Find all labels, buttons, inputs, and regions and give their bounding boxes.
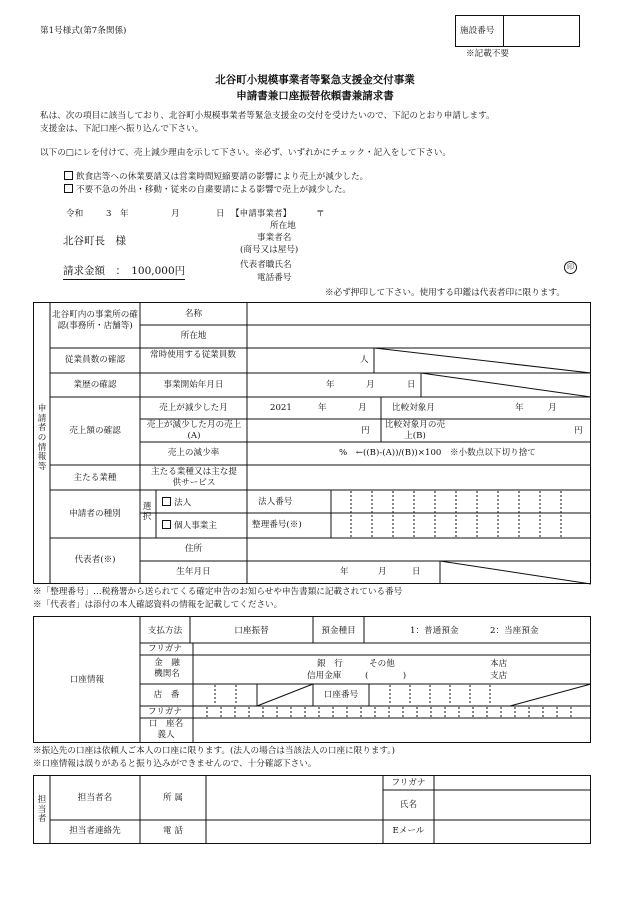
date-day-unit: 日 [216,209,225,219]
seal-note: ※必ず押印して下さい。使用する印鑑は代表者印に限ります。 [325,288,565,298]
label-phone: 電 話 [163,826,183,836]
label-decline-month: 売上が減少した月 [159,403,228,413]
date-era: 令和 [66,209,84,219]
facility-note: ※記載不要 [466,49,509,59]
side-label-contact: 担当者 [37,795,47,825]
deposit-option-savings: 1：普通預金 [410,626,459,636]
label-branch-office: 支店 [490,671,508,681]
title-line-1: 北谷町小規模事業者等緊急支援金交付事業 [215,74,415,86]
label-contact-person: 担当者名 [77,793,113,803]
instruction: 以下の□にレを付けて、売上減少理由を示して下さい。※必ず、いずれかにチェック・記入をして下さい。 [40,148,451,158]
deposit-option-checking: 2：当座預金 [490,626,539,636]
app-field-phone: 電話番号 [257,273,292,283]
app-field-trade-name: (商号又は屋号) [240,245,299,255]
label-head-office: 本店 [490,659,508,669]
note-account-owner: ※振込先の口座は依頼人ご本人の口座に限ります。(法人の場合は当該法人の口座に限ります。) [33,746,395,756]
form-number: 第1号様式(第7条関係) [40,26,127,36]
decline-month-unit: 月 [358,403,367,413]
addressee: 北谷町長 様 [63,235,126,247]
row-history-confirm: 業歴の確認 [73,380,117,390]
applicant-label: 【申請事業者】 [231,209,292,219]
label-bank: 銀 行 [317,659,343,669]
date-month-unit: 月 [171,209,180,219]
label-start-date: 事業開始年月日 [163,380,224,390]
label-financial-institution: 金 融機関名 [154,658,180,679]
label-furigana-bank: フリガナ [148,644,182,654]
decline-sales-yen: 円 [361,426,370,436]
label-decline-rate: 売上の減少率 [167,448,220,458]
label-reference-number: 整理番号(※) [252,520,302,530]
bank-info-label: 口座情報 [69,675,105,685]
row-sales-confirm: 売上額の確認 [69,426,121,436]
decline-rate-formula: % ←((B)-(A))/(B))×100 ※小数点以下切り捨て [339,448,536,458]
unit-person: 人 [360,355,369,365]
label-deposit-type: 預金種目 [321,626,356,636]
label-other: その他 [369,659,395,669]
label-compare-month: 比較対象月 [392,403,435,413]
row-office-confirm: 北谷町内の事業所の確認(事務所・店舗等) [52,310,138,331]
label-department: 所 属 [163,793,183,803]
label-address: 住所 [184,544,203,554]
label-payment-method: 支払方法 [147,626,183,636]
label-furigana-contact: フリガナ [391,778,426,788]
label-furigana-holder: フリガナ [148,707,182,717]
compare-sales-yen: 円 [574,426,583,436]
claim-amount: 請求金額 ： 100,000円 [63,263,185,280]
label-name: 名称 [184,309,203,319]
compare-month-unit: 月 [548,403,557,413]
reason-2[interactable]: 不要不急の外出・移動・従来の自粛要請による影響で売上が減少した。 [64,184,351,196]
label-account-number: 口座番号 [323,690,359,700]
corporation-checkbox[interactable] [162,497,171,506]
payment-method-value: 口座振替 [234,626,269,636]
row-main-business: 主たる業種 [73,473,117,483]
birth-day-unit: 日 [412,567,421,577]
decline-year: 2021 [270,403,292,413]
reason-1[interactable]: 飲食店等への休業要請又は営業時間短縮要請の影響により売上が減少した。 [64,171,368,183]
label-contact-info: 担当者連絡先 [69,826,121,836]
row-applicant-type: 申請者の種別 [69,509,121,519]
app-field-business-name: 事業者名 [257,233,292,243]
label-email: Eメール [392,826,425,836]
date-year: 3 [106,209,112,219]
start-month-unit: 月 [366,380,375,390]
label-other-paren: ( ) [365,671,407,681]
intro-line-2: 支援金は、下記口座へ振り込んで下さい。 [40,124,204,134]
facility-number-label: 施設番号 [460,26,495,36]
label-shinkin: 信用金庫 [307,671,342,681]
label-decline-sales: 売上が減少した月の売上(A) [146,420,242,441]
label-birth-date: 生年月日 [176,567,211,577]
label-main-business-desc: 主たる業種又は主な提供サービス [151,467,237,488]
label-branch-number: 店 番 [153,690,180,700]
label-location: 所在地 [180,331,207,341]
label-employees: 常時使用する従業員数 [150,350,236,360]
row-employees-confirm: 従業員数の確認 [64,355,126,365]
date-year-unit: 年 [120,209,129,219]
label-corporate-number: 法人番号 [258,497,293,507]
postal-mark: 〒 [316,209,325,219]
option-sole-proprietor[interactable]: 個人事業主 [162,520,217,532]
option-corporation[interactable]: 法人 [162,497,191,509]
intro-line-1: 私は、次の項目に該当しており、北谷町小規模事業者等緊急支援金の交付を受けたいので、下記のとおり申請します。 [40,111,495,121]
label-contact-name: 氏名 [399,800,418,810]
start-day-unit: 日 [407,380,416,390]
birth-month-unit: 月 [378,567,387,577]
note-account-check: ※口座情報は誤りがあると振り込みができませんので、十分確認下さい。 [33,759,317,769]
compare-year-unit: 年 [515,403,524,413]
decline-year-unit: 年 [318,403,327,413]
side-label-applicant: 申請者の情報等 [37,404,47,472]
seal-mark: 印 [564,261,577,274]
app-field-location: 所在地 [270,221,296,231]
label-select: 選択 [142,502,152,522]
app-field-representative: 代表者職氏名 [240,260,292,270]
note-reference-number: ※「整理番号」…税務署から送られてくる確定申告のお知らせや申告書類に記載されている番号 [33,587,403,597]
sole-proprietor-checkbox[interactable] [162,520,171,529]
start-year-unit: 年 [326,380,335,390]
label-account-holder: 口 座名義人 [148,719,184,740]
note-representative: ※「代表者」は添付の本人確認資料の情報を記載してください。 [33,600,283,610]
label-compare-sales: 比較対象月の売上(B) [384,420,446,441]
row-representative: 代表者(※) [74,555,116,565]
birth-year-unit: 年 [340,567,349,577]
title-line-2: 申請書兼口座振替依頼書兼請求書 [236,90,394,102]
